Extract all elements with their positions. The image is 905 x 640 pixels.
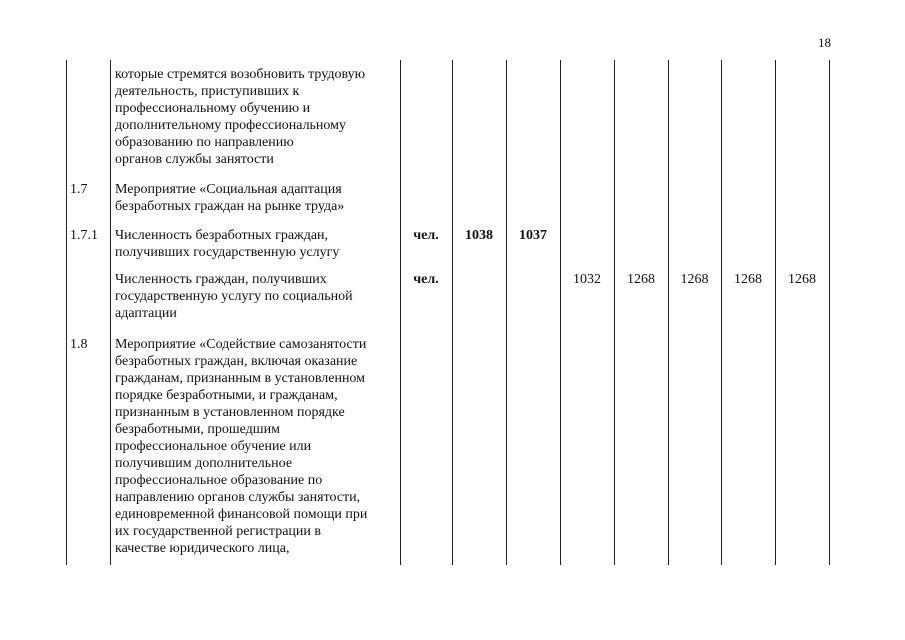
row-text-line: гражданам, признанным в установленном <box>115 371 366 386</box>
value-cell: 1032 <box>573 272 601 287</box>
row-text-line: единовременной финансовой помощи при <box>115 507 368 522</box>
row-text-line: которые стремятся возобновить трудовую <box>115 67 366 82</box>
value-cell: 1268 <box>788 272 816 287</box>
col-rule <box>560 60 561 565</box>
row-text-line: безработными, прошедшим <box>115 422 280 437</box>
value-cell: 1268 <box>734 272 762 287</box>
row-text-line: получивших государственную услугу <box>115 245 340 260</box>
row-text-line: получившим дополнительное <box>115 456 293 471</box>
col-rule <box>66 60 67 565</box>
value-cell: 1268 <box>627 272 655 287</box>
row-number: 1.8 <box>70 337 88 352</box>
value-cell: 1268 <box>680 272 709 287</box>
unit-cell: чел. <box>413 272 439 287</box>
row-text-line: направлению органов службы занятости, <box>115 490 361 505</box>
col-rule <box>668 60 669 565</box>
unit-cell: чел. <box>413 228 439 243</box>
row-text-line: качестве юридического лица, <box>115 541 290 556</box>
row-text-line: Численность граждан, получивших <box>115 272 327 287</box>
row-text-line: дополнительному профессиональному <box>115 118 347 133</box>
col-rule <box>829 60 830 565</box>
row-text-line: образованию по направлению <box>115 135 294 150</box>
row-text-line: порядке безработными, и гражданам, <box>115 388 338 403</box>
row-number: 1.7 <box>70 182 88 197</box>
row-text-line: Мероприятие «Содействие самозанятости <box>115 337 367 352</box>
col-rule <box>400 60 401 565</box>
row-text-line: Мероприятие «Социальная адаптация <box>115 182 342 197</box>
col-rule <box>775 60 776 565</box>
page-number: 18 <box>818 35 831 50</box>
row-text-line: безработных граждан на рынке труда» <box>115 199 345 214</box>
row-text-line: Численность безработных граждан, <box>115 228 329 243</box>
row-text-line: деятельность, приступивших к <box>115 84 300 99</box>
row-number: 1.7.1 <box>70 228 98 243</box>
row-text-line: адаптации <box>115 306 177 321</box>
col-rule <box>110 60 111 565</box>
col-rule <box>721 60 722 565</box>
row-text-line: органов службы занятости <box>115 152 274 167</box>
value-cell: 1037 <box>519 228 547 243</box>
row-text-line: профессиональное образование по <box>115 473 323 488</box>
row-text-line: безработных граждан, включая оказание <box>115 354 358 369</box>
row-text-line: профессиональному обучению и <box>115 101 311 116</box>
row-text-line: профессиональное обучение или <box>115 439 312 454</box>
col-rule <box>452 60 453 565</box>
value-cell: 1038 <box>465 228 493 243</box>
row-text-line: государственную услугу по социальной <box>115 289 353 304</box>
col-rule <box>614 60 615 565</box>
row-text-line: их государственной регистрации в <box>115 524 322 539</box>
col-rule <box>506 60 507 565</box>
row-text-line: признанным в установленном порядке <box>115 405 345 420</box>
